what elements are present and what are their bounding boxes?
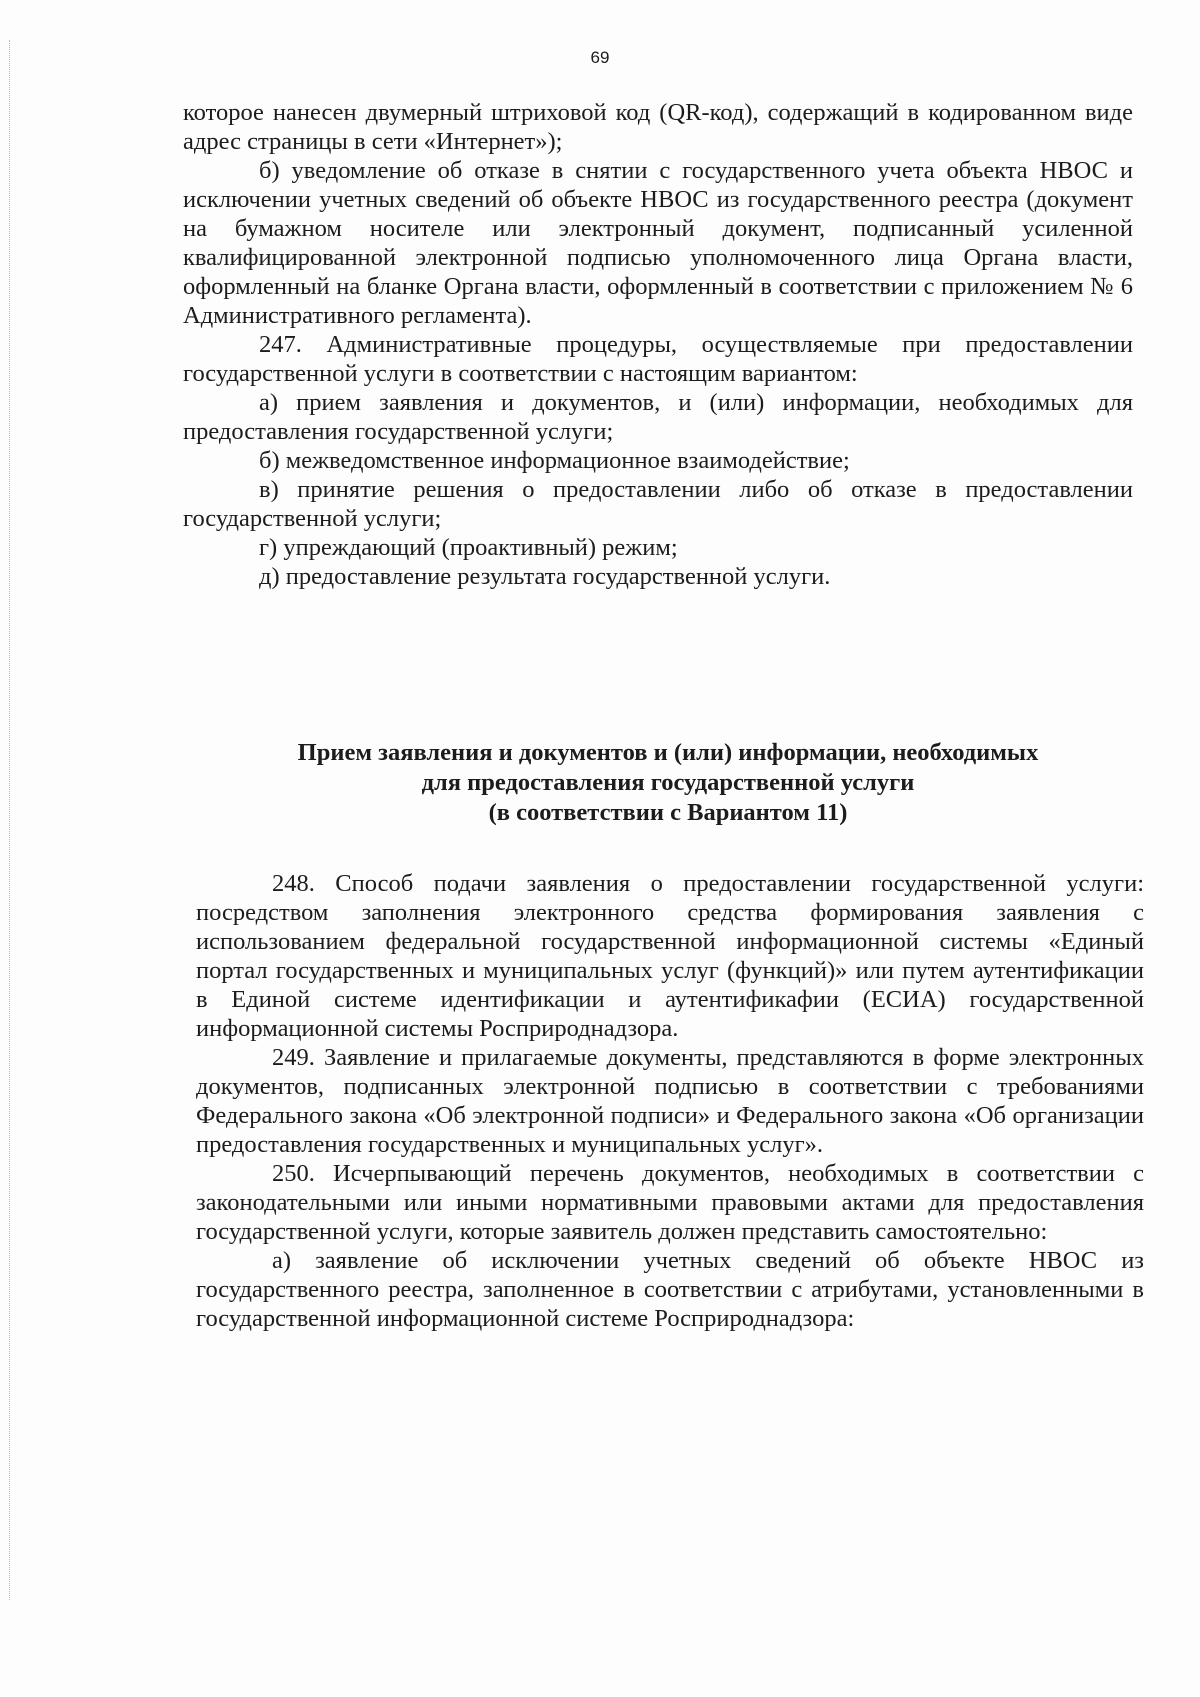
scan-edge-mark — [9, 40, 11, 1600]
list-item-d: д) предоставление результата государственной услуги. — [259, 563, 831, 590]
page-number: 69 — [590, 48, 610, 67]
top-text-block — [183, 98, 1133, 591]
list-item-v: в) принятие решения о предоставлении либо об отказе в предоставлении государственной услуги; — [183, 476, 1133, 532]
list-item-a: а) прием заявления и документов, и (или) информации, необходимых для предоставления государственной услуги; — [183, 389, 1133, 445]
paragraph-248: 248. Способ подачи заявления о предоставлении государственной услуги: посредством заполнения электронного средства формирования заявления с использованием федеральной государственной информационной системы «Единый портал государственных и муниципальных услуг (функций)» или путем аутентификации в Единой системе идентификации и аутентификафии (ЕСИА) государственной информационной системы Росприроднадзора. — [196, 870, 1144, 1042]
section-heading-line-1: Прием заявления и документов и (или) информации, необходимых — [297, 739, 1039, 766]
paragraph-250-item-a: а) заявление об исключении учетных сведений об объекте НВОС из государственного реестра, заполненное в соответствии с атрибутами, установленными в государственной информационной системе Росприроднадзора: — [196, 1247, 1144, 1332]
section-heading — [183, 738, 1153, 828]
paragraph-continuation: которое нанесен двумерный штриховой код (QR-код), содержащий в кодированном виде адрес страницы в сети «Интернет»); — [183, 99, 1133, 155]
list-item-g: г) упреждающий (проактивный) режим; — [259, 534, 678, 561]
section-heading-line-3: (в соответствии с Вариантом 11) — [488, 799, 848, 826]
paragraph-249: 249. Заявление и прилагаемые документы, представляются в форме электронных документов, подписанных электронной подписью в соответствии с требованиями Федерального закона «Об электронной подписи» и Федерального закона «Об организации предоставления государственных и муниципальных услуг». — [196, 1044, 1144, 1158]
bottom-text-block — [196, 869, 1144, 1333]
paragraph-item-b-notification: б) уведомление об отказе в снятии с государственного учета объекта НВОС и исключении учетных сведений об объекте НВОС из государственного реестра (документ на бумажном носителе или электронный документ, подписанный усиленной квалифицированной электронной подписью уполномоченного лица Органа власти, оформленный на бланке Органа власти, оформленный в соответствии с приложением № 6 Административного регламента). — [183, 157, 1133, 329]
paragraph-250: 250. Исчерпывающий перечень документов, необходимых в соответствии с законодательными или иными нормативными правовыми актами для предоставления государственной услуги, которые заявитель должен представить самостоятельно: — [196, 1160, 1144, 1245]
section-heading-line-2: для предоставления государственной услуги — [421, 769, 915, 796]
paragraph-247: 247. Административные процедуры, осуществляемые при предоставлении государственной услуги в соответствии с настоящим вариантом: — [183, 331, 1133, 387]
list-item-b: б) межведомственное информационное взаимодействие; — [259, 447, 850, 474]
